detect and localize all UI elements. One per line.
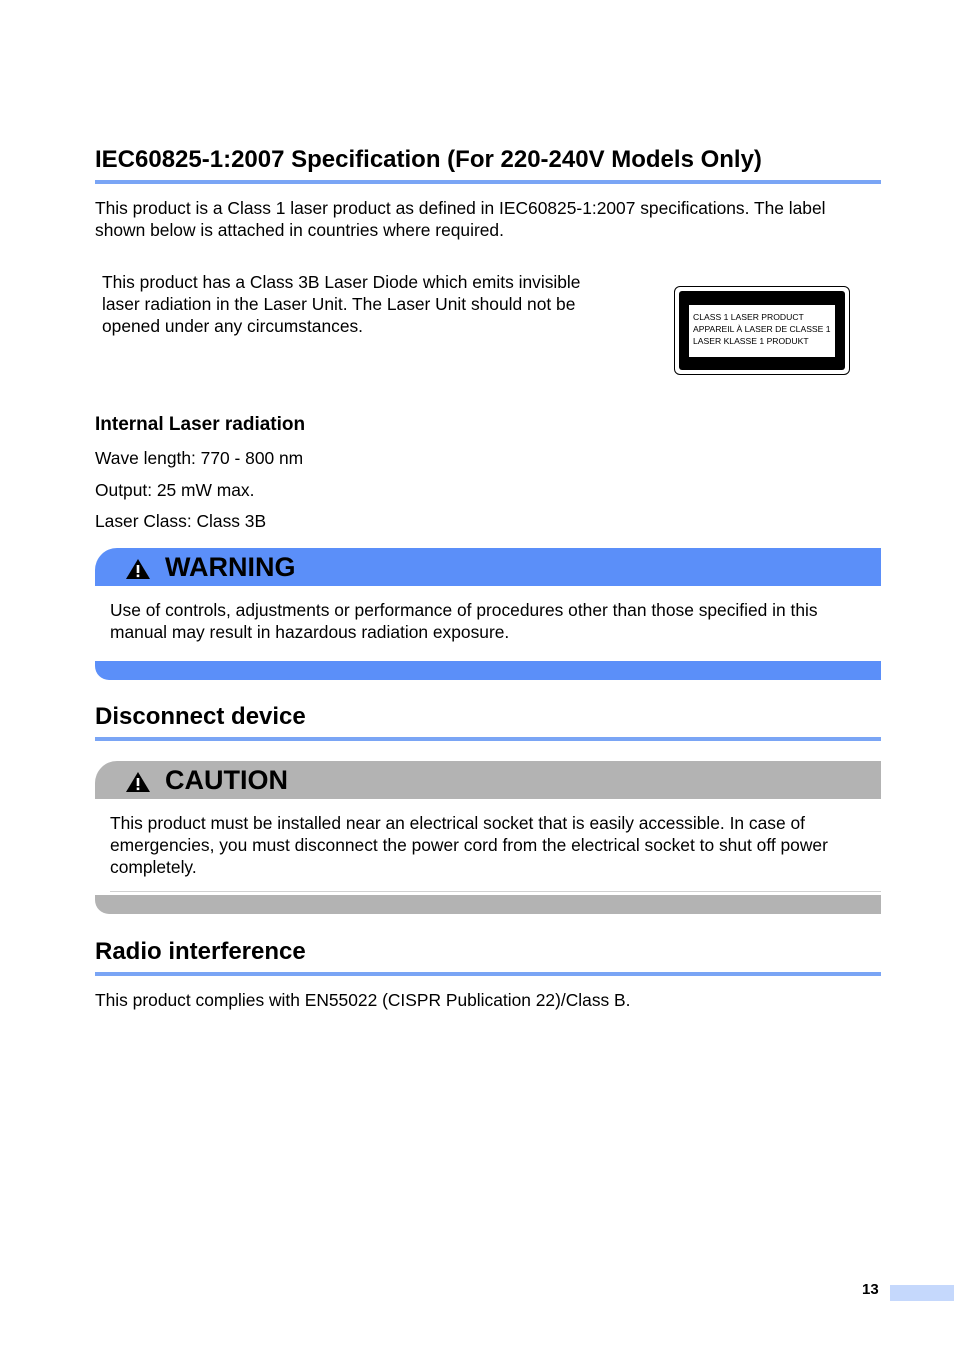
diode-text-line: opened under any circumstances. (102, 316, 364, 336)
warning-text-line: Use of controls, adjustments or performance of procedures other than those specified in this (110, 600, 818, 620)
label-line: LASER KLASSE 1 PRODUKT (693, 336, 809, 346)
spec-wavelength: Wave length: 770 - 800 nm (95, 448, 304, 468)
heading-rule (95, 972, 881, 976)
spec-output: Output: 25 mW max. (95, 480, 255, 500)
diode-text-line: laser radiation in the Laser Unit. The Laser Unit should not be (102, 294, 576, 314)
laser-class-label (674, 286, 850, 375)
caution-divider (110, 891, 881, 892)
caution-text-line: emergencies, you must disconnect the power cord from the electrical socket to shut off power (110, 835, 828, 855)
caution-footer (95, 895, 881, 914)
label-line: CLASS 1 LASER PRODUCT (693, 312, 804, 322)
spec-laser-class: Laser Class: Class 3B (95, 511, 267, 531)
laser-label-text (689, 305, 835, 357)
caution-header (95, 761, 881, 799)
warning-text-line: manual may result in hazardous radiation exposure. (110, 622, 510, 642)
caution-text-line: This product must be installed near an electrical socket that is easily accessible. In case of (110, 813, 805, 833)
radio-text: This product complies with EN55022 (CISPR Publication 22)/Class B. (95, 990, 631, 1010)
caution-triangle-icon (125, 771, 151, 793)
caution-text-line: completely. (110, 857, 197, 877)
diode-text-line: This product has a Class 3B Laser Diode which emits invisible (102, 272, 581, 292)
warning-footer (95, 661, 881, 680)
heading-rule (95, 737, 881, 741)
warning-header (95, 548, 881, 586)
warning-triangle-icon (125, 558, 151, 580)
section-heading-iec: IEC60825-1:2007 Specification (For 220-240V Models Only) (95, 146, 762, 173)
page-tab-marker (890, 1285, 954, 1301)
warning-title: WARNING (165, 552, 296, 582)
caution-title: CAUTION (165, 765, 288, 795)
intro-line: shown below is attached in countries where required. (95, 220, 504, 240)
subheading-internal-laser: Internal Laser radiation (95, 414, 306, 435)
intro-line: This product is a Class 1 laser product as defined in IEC60825-1:2007 specifications. The label (95, 198, 826, 218)
section-heading-disconnect: Disconnect device (95, 703, 306, 730)
heading-rule (95, 180, 881, 184)
section-heading-radio: Radio interference (95, 938, 306, 965)
page-number: 13 (862, 1281, 879, 1298)
label-line: APPAREIL À LASER DE CLASSE 1 (693, 324, 831, 334)
